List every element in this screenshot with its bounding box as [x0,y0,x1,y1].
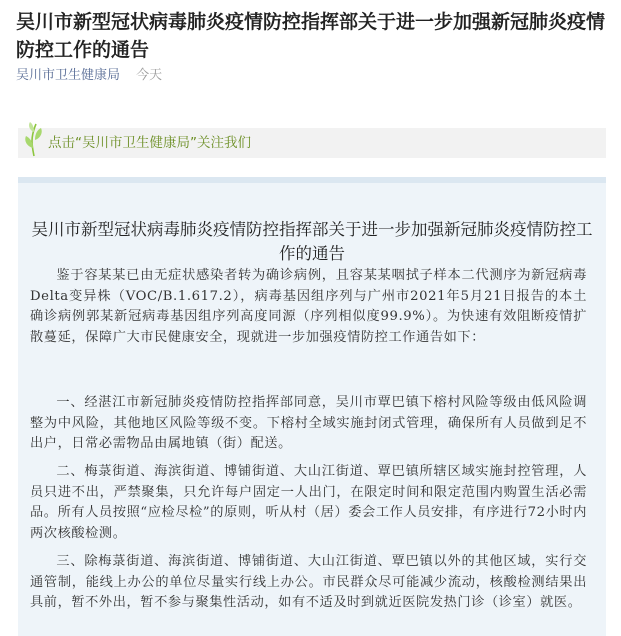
notice-paragraph: 鉴于容某某已由无症状感染者转为确诊病例，且容某某咽拭子样本二代测序为新冠病毒Delta变异株（VOC/B.1.617.2），病毒基因组序列与广州市2021年5月21日报告的本土确诊病例郭某新冠病毒基因组序列高度同源（序列相似度99.9%）。为快速有效阻断疫情扩散蔓延，保障广大市民健康安全，现就进一步加强疫情防控工作通告如下： [30,268,587,345]
follow-account: “吴川市卫生健康局” [75,135,197,151]
article-title: 吴川市新型冠状病毒肺炎疫情防控指挥部关于进一步加强新冠肺炎疫情防控工作的通告 [16,11,606,61]
follow-prompt[interactable] [48,133,251,153]
publish-time: 今天 [136,68,163,83]
follow-suffix: 关注我们 [197,135,251,151]
notice-paragraph: 一、经湛江市新冠肺炎疫情防控指挥部同意，吴川市覃巴镇下榕村风险等级由低风险调整为中风险，其他地区风险等级不变。下榕村全域实施封闭式管理，确保所有人员做到足不出户，日常必需物品由属地镇（街）配送。 [30,395,587,452]
notice-title: 吴川市新型冠状病毒肺炎疫情防控指挥部关于进一步加强新冠肺炎疫情防控工作的通告 [31,220,593,263]
notice-paragraph: 三、除梅菉街道、海滨街道、博铺街道、大山江街道、覃巴镇以外的其他区域，实行交通管制，能线上办公的单位尽量实行线上办公。市民群众尽可能减少流动，核酸检测结果出具前，暂不外出，暂不参与聚集性活动，如有不适及时到就近医院发热门诊（诊室）就医。 [30,554,587,611]
article-meta [16,67,162,85]
leaf-icon [20,118,50,158]
follow-prefix: 点击 [48,135,75,151]
account-name-link[interactable]: 吴川市卫生健康局 [16,68,121,83]
notice-paragraph: 二、梅菉街道、海滨街道、博铺街道、大山江街道、覃巴镇所辖区域实施封控管理，人员只进不出，严禁聚集，只允许每户固定一人出门，在限定时间和限定范围内购置生活必需品。所有人员按照“应检尽检”的原则，听从村（居）委会工作人员安排，有序进行72小时内两次核酸检测。 [30,464,587,541]
document-top-border [18,177,606,183]
